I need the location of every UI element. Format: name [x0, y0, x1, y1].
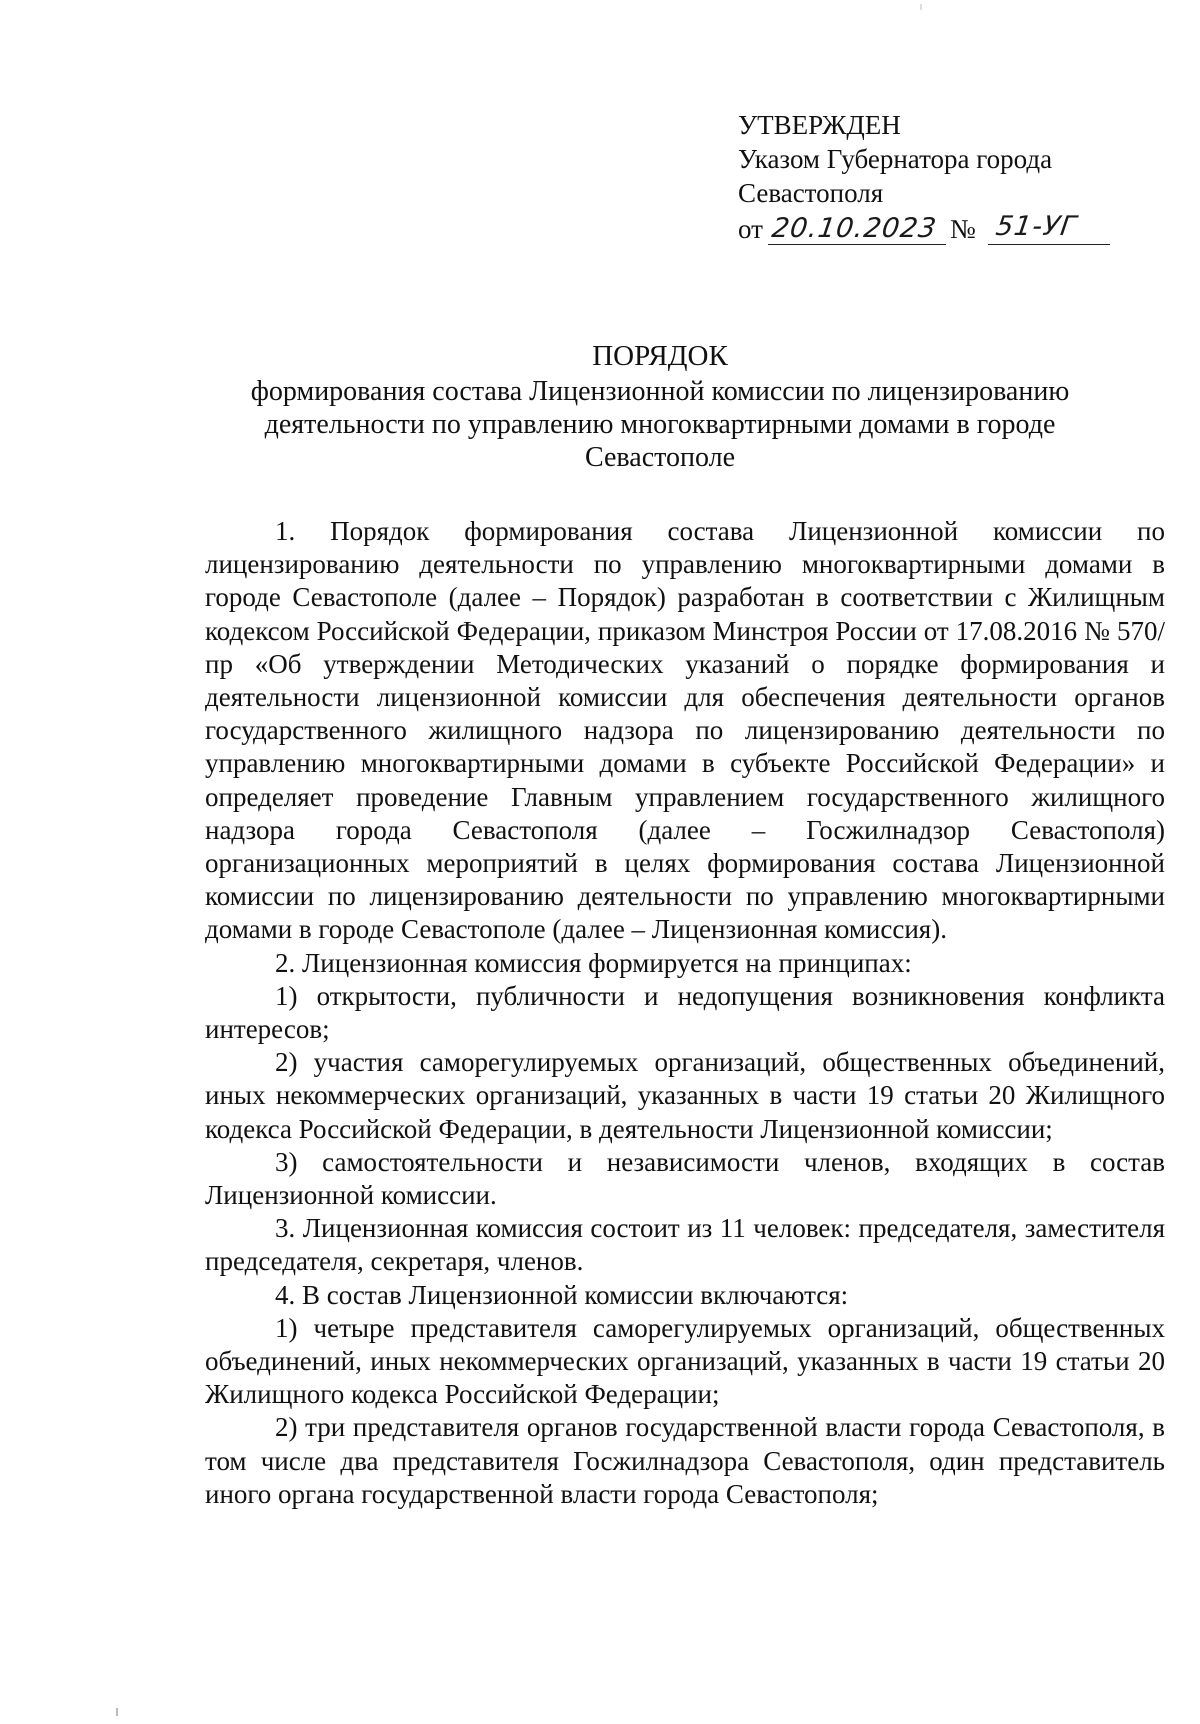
paragraph-2-item-1: 1) открытости, публичности и недопущения возникновения конфликта интересов; [205, 980, 1165, 1045]
paragraph-3: 3. Лицензионная комиссия состоит из 11 человек: председателя, заместителя председателя, секретаря, членов. [205, 1213, 1165, 1277]
approval-by-line1: Указом Губернатора города [738, 144, 1053, 174]
approval-status: УТВЕРЖДЕН [738, 110, 901, 140]
title-line-1: формирования состава Лицензионной комиссии по лицензированию [250, 376, 1070, 407]
date-handwritten: 20.10.2023 [769, 213, 939, 244]
date-prefix: от [738, 214, 763, 244]
scan-mark-bottom [116, 1708, 118, 1716]
number-underline [988, 244, 1110, 245]
document-body [205, 515, 1165, 1511]
paragraph-1: 1. Порядок формирования состава Лицензионной комиссии по лицензированию деятельности по управлению многоквартирными домами в городе Севастополе (далее – Порядок) разработан в соответствии с Жилищным кодексом Российской Федерации, приказом Минстроя России от 17.08.2016 № 570/пр «Об утверждении Методических указаний о порядке формирования и деятельности лицензионной комиссии для обеспечения деятельности органов государственного жилищного надзора по лицензированию деятельности по управлению многоквартирными домами в субъекте Российской Федерации» и определяет проведение Главным управлением государственного жилищного надзора города Севастополя (далее – Госжилнадзор Севастополя) организационных мероприятий в целях формирования состава Лицензионной комиссии по лицензированию деятельности по управлению многоквартирными домами в городе Севастополе (далее – Лицензионная комиссия). [205, 516, 1165, 945]
approval-stamp [738, 108, 1158, 248]
paragraph-2: 2. Лицензионная комиссия формируется на принципах: [275, 947, 912, 978]
title-line-3: Севастополе [584, 442, 736, 473]
approval-date-row [738, 210, 1158, 248]
document-title [160, 340, 1160, 474]
paragraph-4-item-1: 1) четыре представителя саморегулируемых организаций, общественных объединений, иных некоммерческих организаций, указанных в части 19 статьи 20 Жилищного кодекса Российской Федерации; [205, 1312, 1165, 1410]
paragraph-2-item-2: 2) участия саморегулируемых организаций, общественных объединений, иных некоммерческих организаций, указанных в части 19 статьи 20 Жилищного кодекса Российской Федерации, в деятельности Лицензионной комиссии; [205, 1047, 1165, 1144]
approval-by-line2: Севастополя [738, 178, 884, 208]
paragraph-4: 4. В состав Лицензионной комиссии включаются: [275, 1279, 849, 1310]
paragraph-2-item-3: 3) самостоятельности и независимости членов, входящих в состав Лицензионной комиссии. [205, 1146, 1165, 1211]
scan-mark [920, 4, 922, 10]
paragraph-4-item-2: 2) три представителя органов государственной власти города Севастополя, в том числе два представителя Госжилнадзора Севастополя, один представитель иного органа государственной власти города Севастополя; [205, 1412, 1165, 1509]
number-prefix: № [950, 214, 976, 244]
date-underline [768, 244, 946, 245]
title-heading: ПОРЯДОК [592, 340, 728, 372]
number-handwritten: 51-УГ [993, 211, 1079, 242]
title-line-2: деятельности по управлению многоквартирными домами в городе [264, 409, 1056, 440]
